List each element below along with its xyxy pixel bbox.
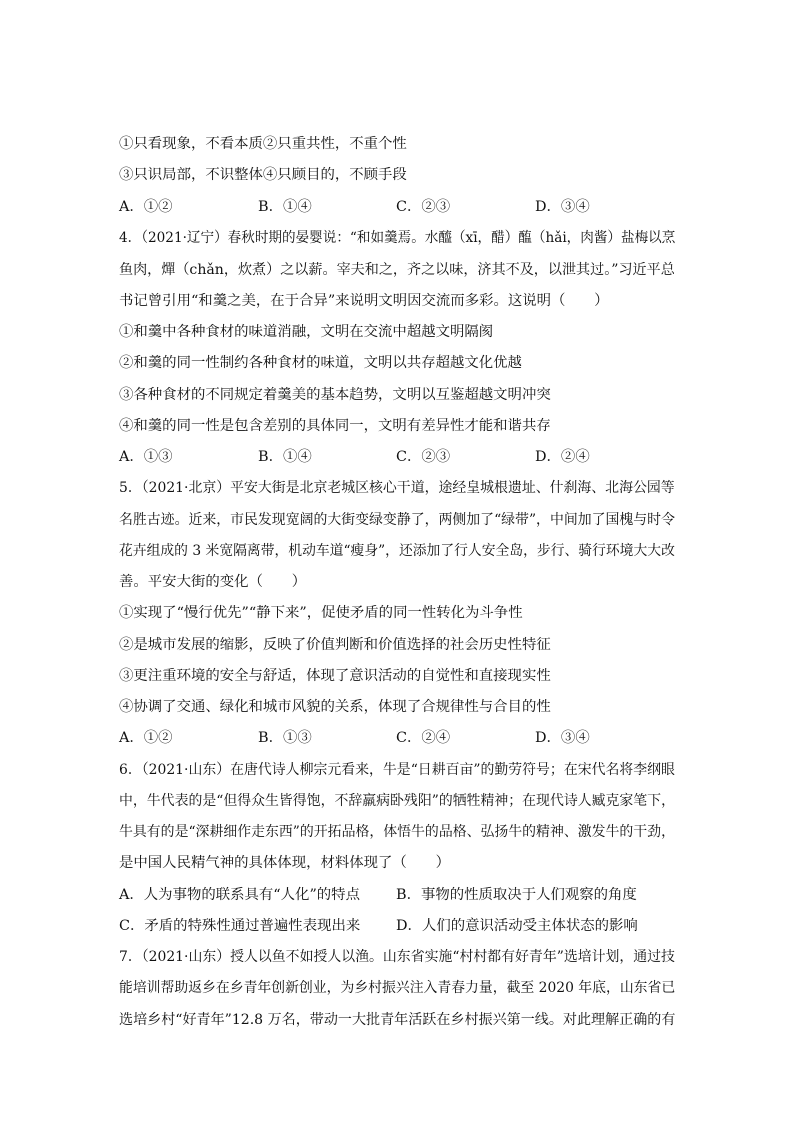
q5-option-c: C．②④ bbox=[396, 730, 451, 746]
q5-stem-line-2: 名胜古迹。近来，市民发现宽阔的大街变绿变静了，两侧加了“绿带”，中间加了国槐与时令 bbox=[119, 512, 675, 528]
q4-item-4: ④和羹的同一性是包含差别的具体同一，文明有差异性才能和谐共存 bbox=[119, 418, 551, 434]
q4-item-1: ①和羹中各种食材的味道消融，文明在交流中超越文明隔阂 bbox=[119, 324, 494, 340]
q6-stem-line-3: 牛具有的是“深耕细作走东西”的开拓品格，体悟牛的品格、弘扬牛的精神、激发牛的干劲， bbox=[119, 824, 675, 840]
q3-option-b: B．①④ bbox=[258, 199, 312, 215]
q4-stem-line-1: 4．（2021·辽宁）春秋时期的晏婴说：“和如羹焉。水醯（xī，醋）醢（hǎi，肉酱）盐梅以烹 bbox=[119, 230, 676, 246]
q6-stem-line-2: 中，牛代表的是“但得众生皆得饱，不辞羸病卧残阳”的牺牲精神；在现代诗人臧克家笔下， bbox=[119, 793, 675, 809]
q5-option-a: A．①② bbox=[119, 730, 173, 746]
q3-option-d: D．③④ bbox=[535, 199, 590, 215]
q5-item-2: ②是城市发展的缩影，反映了价值判断和价值选择的社会历史性特征 bbox=[119, 637, 551, 653]
q5-stem-line-3: 花卉组成的 3 米宽隔离带，机动车道“瘦身”，还添加了行人安全岛，步行、骑行环境大大改 bbox=[119, 543, 675, 559]
q5-stem-line-1: 5．（2021·北京）平安大街是北京老城区核心干道，途经皇城根遗址、什刹海、北海公园等 bbox=[119, 480, 675, 496]
q6-stem-line-1: 6．（2021·山东）在唐代诗人柳宗元看来，牛是“日耕百亩”的勤劳符号；在宋代名将李纲眼 bbox=[119, 762, 675, 778]
q4-option-c: C．②③ bbox=[396, 449, 451, 465]
q4-option-d: D．②④ bbox=[535, 449, 590, 465]
q5-item-4: ④协调了交通、绿化和城市风貌的关系，体现了合规律性与合目的性 bbox=[119, 699, 551, 715]
q6-option-d: D．人们的意识活动受主体状态的影响 bbox=[396, 918, 638, 934]
q3-item-1-2: ①只看现象，不看本质②只重共性，不重个性 bbox=[119, 136, 407, 152]
q6-stem-line-4: 是中国人民精气神的具体体现，材料体现了（ ） bbox=[119, 855, 450, 871]
q3-option-c: C．②③ bbox=[396, 199, 451, 215]
q3-option-a: A．①② bbox=[119, 199, 173, 215]
q7-stem-line-3: 选培乡村“好青年”12.8 万名，带动一大批青年活跃在乡村振兴第一线。对此理解正确的有 bbox=[119, 1012, 676, 1028]
q7-stem-line-1: 7．（2021·山东）授人以鱼不如授人以渔。山东省实施“村村都有好青年”选培计划，通过技 bbox=[119, 949, 675, 965]
q5-item-3: ③更注重环境的安全与舒适，体现了意识活动的自觉性和直接现实性 bbox=[119, 668, 551, 684]
q4-item-3: ③各种食材的不同规定着羹美的基本趋势，文明以互鉴超越文明冲突 bbox=[119, 387, 551, 403]
q5-option-d: D．③④ bbox=[535, 730, 590, 746]
q4-option-b: B．①④ bbox=[258, 449, 312, 465]
q6-option-a: A．人为事物的联系具有“人化”的特点 bbox=[119, 887, 360, 903]
q5-item-1: ①实现了“慢行优先”“静下来”，促使矛盾的同一性转化为斗争性 bbox=[119, 605, 523, 621]
q4-stem-line-3: 书记曾引用“和羹之美，在于合异”来说明文明因交流而多彩。这说明（ ） bbox=[119, 293, 609, 309]
q7-stem-line-2: 能培训帮助返乡在乡青年创新创业，为乡村振兴注入青春力量，截至 2020 年底，山东省已 bbox=[119, 980, 676, 996]
q4-item-2: ②和羹的同一性制约各种食材的味道，文明以共存超越文化优越 bbox=[119, 355, 522, 371]
q5-option-b: B．①③ bbox=[258, 730, 312, 746]
q6-option-b: B．事物的性质取决于人们观察的角度 bbox=[396, 887, 637, 903]
q6-option-c: C．矛盾的特殊性通过普遍性表现出来 bbox=[119, 918, 361, 934]
q4-option-a: A．①③ bbox=[119, 449, 173, 465]
q5-stem-line-4: 善。平安大街的变化（ ） bbox=[119, 574, 307, 590]
q4-stem-line-2: 鱼肉，燀（chǎn，炊煮）之以薪。宰夫和之，齐之以味，济其不及，以泄其过。”习近平总 bbox=[119, 262, 675, 278]
q3-item-3-4: ③只识局部，不识整体④只顾目的，不顾手段 bbox=[119, 167, 407, 183]
